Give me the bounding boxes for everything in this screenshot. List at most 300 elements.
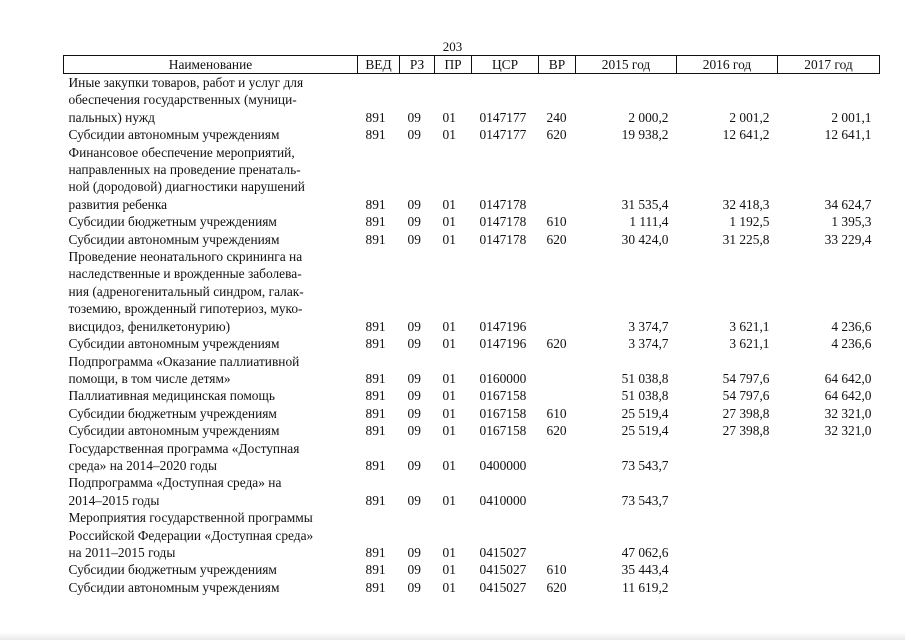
cell-2016 [677,265,778,282]
cell-name: направленных на проведение пренаталь- [68,162,301,178]
cell-name: Иные закупки товаров, работ и услуг для [68,75,304,90]
cell-2015: 35 443,4 [621,562,669,578]
cell-2017 [778,474,880,491]
cell-2016: 27 398,8 [722,423,770,439]
cell-pr: 01 [442,336,456,352]
cell-ved: 891 [365,370,386,386]
cell-2016 [677,283,778,300]
cell-rz [400,161,435,178]
cell-2016: 12 641,2 [722,127,770,143]
cell-2016 [677,353,778,370]
cell-2017: 4 236,6 [831,318,872,334]
cell-name: Проведение неонатального скрининга на [68,249,303,265]
cell-name: Субсидии автономным учреждениям [68,127,280,143]
cell-2016 [677,300,778,317]
header-2017: 2017 год [778,56,880,74]
table-row [64,144,880,161]
cell-name: Финансовое обеспечение мероприятий, [68,144,295,160]
cell-csr: 0167158 [479,405,527,421]
cell-2016: 54 797,6 [722,388,770,404]
cell-2015 [576,474,677,491]
cell-ved: 891 [365,562,386,578]
cell-vr [539,509,576,526]
cell-pr: 01 [442,214,456,230]
cell-2015 [576,265,677,282]
cell-ved: 891 [365,231,386,247]
table-row [64,196,880,213]
cell-2017 [778,178,880,195]
header-ved: ВЕД [358,56,400,74]
cell-rz: 09 [407,318,421,334]
header-name: Наименование [64,56,358,74]
cell-rz [400,283,435,300]
cell-rz: 09 [407,214,421,230]
cell-vr [539,492,576,509]
table-row [64,405,880,422]
cell-2017 [778,457,880,474]
cell-pr: 01 [442,423,456,439]
cell-name: висцидоз, фенилкетонурию) [68,318,231,334]
table-row [64,178,880,195]
cell-2015 [576,527,677,544]
cell-2016 [677,527,778,544]
cell-csr: 0147178 [479,214,527,230]
cell-2016: 2 001,2 [729,109,770,125]
table-row [64,91,880,108]
cell-pr: 01 [442,109,456,125]
cell-csr: 0167158 [479,388,527,404]
cell-ved: 891 [365,196,386,212]
cell-vr [539,387,576,404]
header-2016: 2016 год [677,56,778,74]
cell-name: тоземию, врожденный гипотериоз, муко- [68,301,303,317]
cell-rz: 09 [407,562,421,578]
table-row [64,213,880,230]
cell-pr: 01 [442,370,456,386]
cell-rz: 09 [407,336,421,352]
cell-2017 [778,144,880,161]
cell-rz [400,144,435,161]
cell-2015: 30 424,0 [621,231,669,247]
cell-rz [400,440,435,457]
cell-ved [358,353,400,370]
table-row [64,231,880,248]
page-number: 203 [442,39,463,54]
cell-pr: 01 [442,231,456,247]
cell-2017: 12 641,1 [824,127,872,143]
cell-name: Субсидии бюджетным учреждениям [68,405,277,421]
table-row [64,370,880,387]
cell-2015: 2 000,2 [628,109,669,125]
cell-ved [358,283,400,300]
cell-csr: 0400000 [479,457,527,473]
header-2015: 2015 год [576,56,677,74]
cell-2015: 51 038,8 [621,370,669,386]
cell-ved: 891 [365,457,386,473]
cell-vr [539,144,576,161]
header-rz: РЗ [400,56,435,74]
cell-csr [472,91,539,108]
table-row [64,509,880,526]
cell-2016 [677,91,778,108]
cell-pr: 01 [442,196,456,212]
cell-vr [539,196,576,213]
cell-vr [539,440,576,457]
cell-vr: 610 [546,562,567,578]
cell-2015: 1 111,4 [629,214,669,230]
table-row [64,283,880,300]
cell-pr: 01 [442,492,456,508]
cell-2015: 73 543,7 [621,492,669,508]
table-row [64,527,880,544]
cell-name: Подпрограмма «Доступная среда» на [68,475,282,491]
cell-2016 [677,509,778,526]
cell-2015: 11 619,2 [622,579,669,595]
cell-csr [472,248,539,265]
cell-rz: 09 [407,231,421,247]
cell-ved: 891 [365,127,386,143]
cell-2017 [778,74,880,92]
cell-name: Российской Федерации «Доступная среда» [68,527,314,543]
cell-rz [400,300,435,317]
cell-2017 [778,353,880,370]
cell-ved: 891 [365,423,386,439]
cell-vr: 610 [546,214,567,230]
cell-2015 [576,300,677,317]
table-row [64,561,880,578]
cell-2016: 32 418,3 [722,196,770,212]
table-row [64,318,880,335]
cell-ved [358,527,400,544]
cell-2016: 3 621,1 [729,336,770,352]
cell-2016 [677,457,778,474]
cell-vr [539,91,576,108]
cell-pr [435,91,472,108]
budget-table [63,55,880,596]
cell-csr: 0415027 [479,579,527,595]
cell-rz [400,178,435,195]
cell-rz: 09 [407,196,421,212]
table-row [64,544,880,561]
cell-vr [539,318,576,335]
cell-name: Субсидии автономным учреждениям [68,423,280,439]
cell-2017: 2 001,1 [831,109,872,125]
cell-name: Субсидии автономным учреждениям [68,579,280,595]
cell-2015 [576,248,677,265]
cell-ved: 891 [365,579,386,595]
cell-2017: 33 229,4 [824,231,872,247]
cell-csr: 0147196 [479,318,527,334]
cell-vr [539,474,576,491]
cell-vr: 620 [546,423,567,439]
cell-ved [358,178,400,195]
table-header-row [64,56,880,74]
cell-2015: 47 062,6 [621,544,669,560]
cell-2015: 19 938,2 [621,127,669,143]
table-row [64,300,880,317]
cell-2017 [778,544,880,561]
cell-2015 [576,440,677,457]
table-row [64,387,880,404]
cell-2016 [677,561,778,578]
cell-vr: 620 [546,231,567,247]
cell-csr [472,440,539,457]
cell-2015 [576,74,677,92]
cell-pr [435,265,472,282]
cell-2015 [576,144,677,161]
cell-rz: 09 [407,457,421,473]
cell-name: Мероприятия государственной программы [68,510,313,526]
cell-csr [472,74,539,92]
cell-name: Субсидии автономным учреждениям [68,231,280,247]
header-csr: ЦСР [472,56,539,74]
cell-pr [435,440,472,457]
cell-2016: 54 797,6 [722,370,770,386]
cell-pr [435,300,472,317]
table-row [64,109,880,126]
table-row [64,474,880,491]
cell-ved [358,300,400,317]
cell-pr: 01 [442,318,456,334]
cell-csr: 0147177 [479,109,527,125]
cell-2015: 3 374,7 [628,318,669,334]
cell-pr [435,527,472,544]
cell-rz: 09 [407,127,421,143]
cell-rz [400,248,435,265]
cell-name: пальных) нужд [68,109,155,125]
cell-rz [400,353,435,370]
cell-csr [472,300,539,317]
cell-vr [539,248,576,265]
cell-vr: 620 [546,579,567,595]
cell-ved [358,91,400,108]
cell-ved [358,74,400,92]
cell-2017: 32 321,0 [824,405,872,421]
cell-2017 [778,579,880,596]
table-row [64,422,880,439]
cell-ved: 891 [365,405,386,421]
cell-2015: 51 038,8 [621,388,669,404]
cell-2017 [778,440,880,457]
cell-vr [539,74,576,92]
cell-csr [472,527,539,544]
table-row [64,457,880,474]
cell-pr [435,474,472,491]
cell-vr [539,178,576,195]
cell-2016 [677,161,778,178]
table-row [64,440,880,457]
cell-csr [472,161,539,178]
table-row [64,353,880,370]
cell-2017 [778,265,880,282]
cell-rz [400,265,435,282]
cell-2015: 25 519,4 [621,423,669,439]
cell-2016 [677,544,778,561]
cell-ved [358,509,400,526]
cell-ved [358,161,400,178]
cell-csr [472,283,539,300]
cell-name: Государственная программа «Доступная [68,440,300,456]
cell-2017 [778,248,880,265]
cell-csr [472,509,539,526]
cell-vr [539,283,576,300]
cell-2015: 31 535,4 [621,196,669,212]
cell-2015 [576,509,677,526]
cell-csr: 0160000 [479,370,527,386]
cell-ved [358,474,400,491]
cell-csr [472,178,539,195]
cell-2016 [677,492,778,509]
cell-vr: 620 [546,127,567,143]
cell-csr [472,265,539,282]
cell-2015: 3 374,7 [628,336,669,352]
cell-rz: 09 [407,544,421,560]
cell-rz: 09 [407,109,421,125]
header-vr: ВР [539,56,576,74]
cell-pr [435,353,472,370]
cell-2017 [778,283,880,300]
cell-rz [400,74,435,92]
cell-2016 [677,579,778,596]
cell-name: развития ребенка [68,196,168,212]
cell-vr [539,527,576,544]
cell-pr [435,161,472,178]
cell-2017: 32 321,0 [824,423,872,439]
table-row [64,248,880,265]
cell-rz: 09 [407,405,421,421]
cell-pr: 01 [442,544,456,560]
cell-name: обеспечения государственных (муници- [68,92,297,108]
cell-pr: 01 [442,405,456,421]
cell-name: Субсидии бюджетным учреждениям [68,214,277,230]
cell-vr [539,457,576,474]
cell-vr [539,161,576,178]
cell-name: Паллиативная медицинская помощь [68,388,275,404]
cell-2015 [576,283,677,300]
cell-2017 [778,91,880,108]
cell-2016 [677,248,778,265]
cell-name: среда» на 2014–2020 годы [68,457,218,473]
cell-2015: 25 519,4 [621,405,669,421]
cell-ved: 891 [365,336,386,352]
cell-name: наследственные и врожденные заболева- [68,266,302,282]
cell-csr: 0147177 [479,127,527,143]
cell-pr: 01 [442,388,456,404]
cell-ved [358,265,400,282]
cell-ved [358,144,400,161]
cell-vr [539,300,576,317]
cell-name: Субсидии бюджетным учреждениям [68,562,277,578]
cell-2015: 73 543,7 [621,457,669,473]
cell-rz: 09 [407,423,421,439]
cell-2016 [677,74,778,92]
cell-vr [539,353,576,370]
cell-vr: 610 [546,405,567,421]
cell-ved [358,440,400,457]
cell-pr [435,248,472,265]
cell-csr [472,144,539,161]
cell-2017 [778,300,880,317]
cell-csr: 0167158 [479,423,527,439]
table-row [64,579,880,596]
cell-ved: 891 [365,109,386,125]
cell-rz [400,91,435,108]
cell-2016: 27 398,8 [722,405,770,421]
cell-pr [435,144,472,161]
cell-name: Подпрограмма «Оказание паллиативной [68,353,300,369]
cell-pr: 01 [442,457,456,473]
cell-pr: 01 [442,127,456,143]
cell-2016 [677,474,778,491]
cell-csr: 0415027 [479,544,527,560]
cell-vr [539,265,576,282]
cell-2017 [778,561,880,578]
cell-pr: 01 [442,579,456,595]
cell-csr: 0147196 [479,336,527,352]
cell-vr: 240 [546,109,567,125]
cell-ved [358,248,400,265]
cell-2016 [677,178,778,195]
cell-rz: 09 [407,388,421,404]
cell-name: 2014–2015 годы [68,492,160,508]
table-row [64,265,880,282]
cell-ved: 891 [365,318,386,334]
cell-csr: 0147178 [479,196,527,212]
cell-2016 [677,144,778,161]
table-row [64,492,880,509]
header-pr: ПР [435,56,472,74]
table-row [64,126,880,143]
cell-ved: 891 [365,214,386,230]
cell-rz [400,509,435,526]
cell-name: на 2011–2015 годы [68,544,176,560]
cell-2016: 3 621,1 [729,318,770,334]
cell-2017: 64 642,0 [824,388,872,404]
cell-2017 [778,492,880,509]
cell-pr [435,509,472,526]
cell-pr [435,178,472,195]
cell-vr [539,370,576,387]
cell-2017 [778,527,880,544]
cell-2017: 1 395,3 [831,214,872,230]
cell-2017: 4 236,6 [831,336,872,352]
cell-name: ной (дородовой) диагностики нарушений [68,179,305,195]
scan-edge [0,632,905,640]
cell-2017 [778,509,880,526]
cell-name: помощи, в том числе детям» [68,370,231,386]
cell-ved: 891 [365,492,386,508]
cell-pr [435,283,472,300]
cell-2015 [576,91,677,108]
cell-rz: 09 [407,492,421,508]
cell-2016 [677,440,778,457]
cell-name: ния (адреногенитальный синдром, галак- [68,283,304,299]
cell-ved: 891 [365,388,386,404]
cell-csr: 0147178 [479,231,527,247]
cell-csr [472,353,539,370]
cell-ved: 891 [365,544,386,560]
cell-2016: 1 192,5 [729,214,770,230]
cell-pr: 01 [442,562,456,578]
cell-2017 [778,161,880,178]
cell-2015 [576,178,677,195]
cell-2017: 64 642,0 [824,370,872,386]
table-row [64,74,880,92]
cell-pr [435,74,472,92]
cell-rz [400,527,435,544]
cell-vr [539,544,576,561]
cell-2016: 31 225,8 [722,231,770,247]
